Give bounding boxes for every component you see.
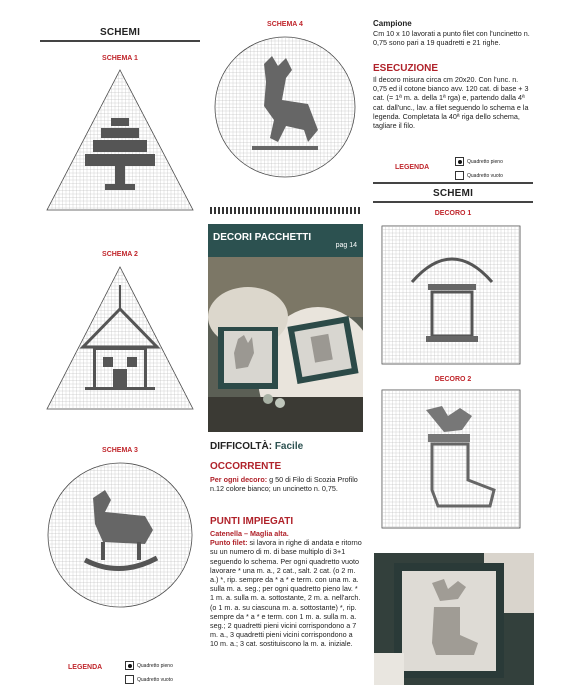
decoro-photo [374,553,534,685]
difficulty [210,441,303,452]
campione-text: Cm 10 x 10 lavorati a punto filet con l'uncinetto n. 0,75 sono pari a 19 quadretti e 21 righe. [373,29,530,48]
left-legend-empty [125,671,173,689]
schema2-label: SCHEMA 2 [102,251,138,258]
right-legend-empty-label: Quadretto vuoto [467,172,503,179]
article-photo [208,257,363,432]
decoro2-label: DECORO 2 [434,376,472,383]
schema1-label: SCHEMA 1 [102,55,138,62]
schema4-chart [212,34,358,180]
right-header-rule-top [373,182,533,184]
right-legend-empty-swatch-icon [455,171,464,180]
right-legend-full-label: Quadretto pieno [467,158,503,165]
legend-full-label: Quadretto pieno [137,662,173,669]
punti-text: si lavora in righe di andata e ritorno su un numero di m. di base multiplo di 3+1 seguendo lo schema. Per ogni quadretto vuoto lavorare * una m. a., 2 cat., salt. 2 cat. (o 2 m. a.) *, rip. sempre da * a * e term. con una m. a. sulla m. a. seg.; per ogni quadretto pieno lav. * 1 m. a. sulla m. a. sottostante, 2 m. a. nell'arch. (o 1 m. a. su ciascuna m. a. sottostante) *, rip. sempre da * a * e term. con 1 m. a. sulla m. a. seg.; 2 quadretti pieni vicini corrispondono a 7 m. a., 3 quadretti pieni vicini corrispondono a 10 m. a.; 3 cat. sostituiscono la m. a. iniziale. [210,538,362,649]
schema2-chart [45,265,195,413]
difficulty-label: DIFFICOLTÀ: [210,441,273,452]
legend-empty-swatch-icon [125,675,134,684]
punti-bold: Punto filet: [210,538,248,548]
right-legend-full-swatch-icon [455,157,464,166]
article-page: pag 14 [335,242,357,249]
punti-title: PUNTI IMPIEGATI [210,516,294,527]
legend-full-swatch-icon [125,661,134,670]
article-title-bar [208,224,363,257]
schema1-chart [45,68,195,214]
decoro1-label: DECORO 1 [434,210,472,217]
article-title: DECORI PACCHETTI [213,232,312,243]
occorrente-text: g 50 di Filo di Scozia Profilo n.12 colore bianco; un uncinetto n. 0,75. [210,475,358,494]
punti-body [210,529,362,649]
right-header-rule [373,201,533,203]
decoro2-grid [382,390,522,530]
schema3-label: SCHEMA 3 [102,447,138,454]
decoro1-grid [382,226,522,366]
occorrente-bold: Per ogni decoro: [210,475,268,484]
campione-title: Campione [373,19,412,28]
occorrente-title: OCCORRENTE [210,461,282,472]
right-schemi-header: SCHEMI [432,188,474,199]
right-legend-title: LEGENDA [395,164,430,171]
punti-line1: Catenella – Maglia alta. [210,529,289,538]
left-legend-title: LEGENDA [68,664,103,671]
schema3-chart [45,460,195,610]
decoro2-chart [382,390,522,530]
esecuzione-text: Il decoro misura circa cm 20x20. Con l'unc. n. 0,75 ed il cotone bianco avv. 120 cat. di base + 3 cat. (= 1ª m. a. della 1ª rga) e, partendo dalla 4ª cat. dall'unc., lav. a filet seguendo lo schema e la legenda. Completata la 40ª riga dello schema, tagliare il filo. [373,75,529,131]
left-header-rule [40,40,200,42]
left-schemi-header: SCHEMI [99,27,141,38]
middle-divider [210,207,362,214]
esecuzione-title: ESECUZIONE [373,63,439,74]
decoro1-chart [382,226,522,366]
schema4-label: SCHEMA 4 [267,21,303,28]
occorrente-body [210,475,362,493]
difficulty-value: Facile [274,441,304,452]
legend-empty-label: Quadretto vuoto [137,676,173,683]
